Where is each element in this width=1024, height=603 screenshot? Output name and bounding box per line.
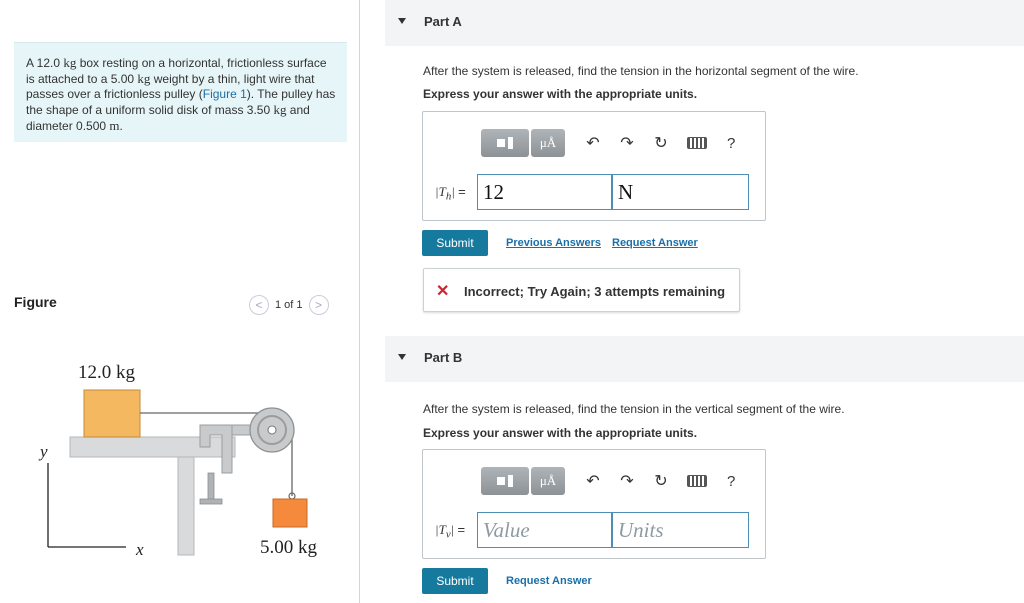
part-a-label: Part A xyxy=(424,14,462,29)
pulley-axle xyxy=(268,426,276,434)
part-b-header[interactable] xyxy=(385,336,1024,382)
problem-text: weight by a thin, light wire that passes over a frictionless pulley ( xyxy=(26,72,315,101)
part-a-toolbar xyxy=(481,128,735,158)
part-b-toolbar xyxy=(481,466,735,496)
incorrect-x-icon: ✕ xyxy=(436,283,450,300)
clamp-screw xyxy=(208,473,214,503)
collapse-triangle-icon[interactable] xyxy=(398,354,406,360)
clamp-handle xyxy=(200,499,222,504)
problem-text: and diameter 0.500 xyxy=(26,103,310,133)
reset-icon[interactable]: ↻ xyxy=(654,135,668,152)
table-leg xyxy=(178,457,194,555)
column-divider xyxy=(359,0,360,603)
part-a-answer-box xyxy=(422,111,766,221)
figure-page-indicator: 1 of 1 xyxy=(275,299,303,311)
weight-label: 5.00 kg xyxy=(260,537,317,558)
template-square-icon xyxy=(497,477,505,485)
templates-button[interactable] xyxy=(481,467,529,495)
template-square-icon xyxy=(497,139,505,147)
left-panel xyxy=(0,0,360,603)
part-a-request-answer-link[interactable]: Request Answer xyxy=(612,237,698,249)
part-b-value-input[interactable]: Value xyxy=(477,512,612,548)
units-button[interactable]: μÅ xyxy=(531,467,565,495)
redo-icon[interactable]: ↷ xyxy=(620,473,634,490)
unit-kg: kg xyxy=(137,71,151,86)
templates-button[interactable] xyxy=(481,129,529,157)
equals-sign: = xyxy=(457,522,466,537)
x-axis-label: x xyxy=(136,540,144,559)
box-label: 12.0 kg xyxy=(78,362,135,383)
part-b-instruction: Express your answer with the appropriate units. xyxy=(423,426,698,440)
part-b-question: After the system is released, find the tension in the vertical segment of the wire. xyxy=(423,402,845,416)
feedback-message: Incorrect; Try Again; 3 attempts remaining xyxy=(464,284,726,299)
problem-text: box resting on a horizontal, frictionless surface is attached to a 5.00 xyxy=(26,56,327,86)
template-bar-icon xyxy=(508,475,513,487)
part-a-variable: $|T_h|$ = xyxy=(435,184,466,203)
part-b-label: Part B xyxy=(424,350,463,365)
help-icon[interactable]: ? xyxy=(727,134,736,152)
figure-title: Figure xyxy=(14,294,57,310)
problem-text: A 12.0 xyxy=(26,56,64,70)
var-main: T xyxy=(438,184,446,199)
prev-figure-button[interactable]: < xyxy=(249,295,269,315)
y-axis-label: y xyxy=(40,442,48,461)
keyboard-icon[interactable] xyxy=(687,137,707,149)
part-b-units-input[interactable]: Units xyxy=(612,512,749,548)
help-icon[interactable]: ? xyxy=(727,472,736,490)
previous-answers-link[interactable]: Previous Answers xyxy=(506,237,601,249)
var-subscript: h xyxy=(445,190,452,203)
part-a-header[interactable] xyxy=(385,0,1024,46)
unit-kg: kg xyxy=(63,55,77,70)
box-12kg xyxy=(84,390,140,437)
next-figure-button[interactable]: > xyxy=(309,295,329,315)
reset-icon[interactable]: ↻ xyxy=(654,473,668,490)
unit-kg: kg xyxy=(273,102,287,117)
part-b-submit-button[interactable]: Submit xyxy=(422,568,488,594)
redo-icon[interactable]: ↷ xyxy=(620,135,634,152)
part-a-question: After the system is released, find the tension in the horizontal segment of the wire. xyxy=(423,64,859,78)
undo-icon[interactable]: ↶ xyxy=(586,135,600,152)
undo-icon[interactable]: ↶ xyxy=(586,473,600,490)
problem-text: . xyxy=(119,119,123,133)
figure-link[interactable]: Figure 1 xyxy=(202,87,247,101)
keyboard-icon[interactable] xyxy=(687,475,707,487)
template-bar-icon xyxy=(508,137,513,149)
part-b-answer-box xyxy=(422,449,766,559)
figure-pager xyxy=(249,295,329,315)
equals-sign: = xyxy=(458,184,466,199)
var-subscript: v xyxy=(445,528,451,541)
part-a-value-input[interactable]: 12 xyxy=(477,174,612,210)
physics-figure xyxy=(0,355,360,603)
problem-text: ). The pulley has the shape of a uniform solid disk of mass 3.50 xyxy=(26,87,336,117)
problem-statement xyxy=(14,42,347,142)
part-a-instruction: Express your answer with the appropriate units. xyxy=(423,87,698,101)
units-button[interactable]: μÅ xyxy=(531,129,565,157)
unit-m: m xyxy=(109,118,120,133)
part-b-variable: $|T_v|$ = xyxy=(435,522,466,541)
weight-5kg xyxy=(273,499,307,527)
part-b-request-answer-link[interactable]: Request Answer xyxy=(506,575,592,587)
part-a-units-input[interactable]: N xyxy=(612,174,749,210)
part-a-feedback xyxy=(423,268,740,312)
var-main: T xyxy=(438,522,446,537)
collapse-triangle-icon[interactable] xyxy=(398,18,406,24)
part-a-submit-button[interactable]: Submit xyxy=(422,230,488,256)
